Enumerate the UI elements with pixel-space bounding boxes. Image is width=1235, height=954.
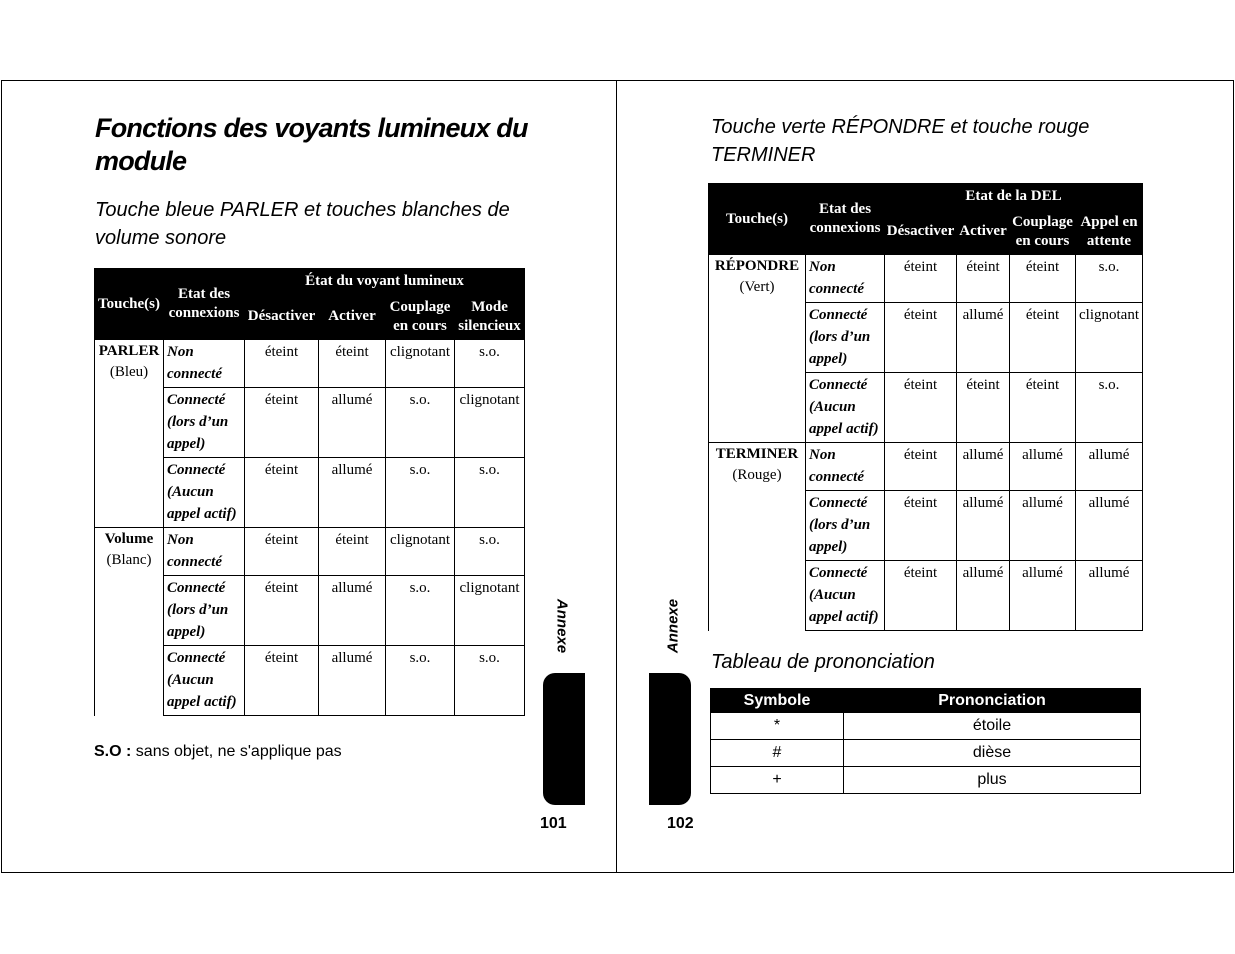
state-cell: Connecté (Aucun appel actif): [806, 561, 885, 631]
status-cell: allumé: [1076, 561, 1143, 631]
side-label: Annexe: [553, 598, 571, 654]
status-cell: éteint: [319, 528, 386, 576]
status-cell: allumé: [1010, 443, 1076, 491]
col-header: Couplage en cours: [1010, 209, 1076, 255]
status-cell: allumé: [319, 458, 386, 528]
table-row: [711, 767, 1141, 794]
footnote-label: S.O :: [94, 743, 132, 760]
status-cell: éteint: [1010, 303, 1076, 373]
state-cell: Connecté (Aucun appel actif): [164, 646, 245, 716]
status-cell: s.o.: [1076, 255, 1143, 303]
status-cell: éteint: [245, 528, 319, 576]
key-cell: [95, 528, 164, 716]
key-name: RÉPONDRE: [714, 258, 800, 274]
status-cell: s.o.: [455, 340, 525, 388]
col-header: Appel en attente: [1076, 209, 1143, 255]
pronunciation-cell: étoile: [844, 713, 1141, 740]
status-cell: clignotant: [455, 388, 525, 458]
status-cell: éteint: [245, 646, 319, 716]
status-cell: s.o.: [455, 646, 525, 716]
col-header: Couplage en cours: [386, 294, 455, 340]
status-cell: s.o.: [455, 458, 525, 528]
status-cell: s.o.: [1076, 373, 1143, 443]
status-cell: éteint: [1010, 373, 1076, 443]
key-color: (Vert): [739, 279, 775, 295]
key-cell: [709, 255, 806, 443]
status-cell: allumé: [1010, 561, 1076, 631]
led-table-repondre-terminer: [708, 183, 1143, 631]
table-row: [709, 255, 1143, 303]
pron-header-symbol: Symbole: [711, 689, 844, 713]
table-row: [711, 740, 1141, 767]
led-table-parler-volume: [94, 268, 525, 716]
symbol-cell: +: [711, 767, 844, 794]
state-cell: Non connecté: [806, 443, 885, 491]
status-cell: allumé: [957, 561, 1010, 631]
state-cell: Non connecté: [164, 340, 245, 388]
page-number: 102: [667, 815, 694, 832]
col-header-state: Etat des connexions: [164, 269, 245, 340]
state-cell: Connecté (lors d’un appel): [806, 303, 885, 373]
table-row: [711, 713, 1141, 740]
col-header-key: Touche(s): [95, 269, 164, 340]
status-cell: s.o.: [386, 458, 455, 528]
page-divider: [616, 80, 617, 873]
pronunciation-heading: Tableau de prononciation: [711, 651, 935, 673]
status-cell: éteint: [245, 576, 319, 646]
status-cell: clignotant: [386, 528, 455, 576]
state-cell: Non connecté: [806, 255, 885, 303]
key-name: Volume: [104, 531, 154, 547]
col-header: Activer: [319, 294, 386, 340]
status-cell: s.o.: [386, 646, 455, 716]
pron-header-pronunciation: Prononciation: [844, 689, 1141, 713]
status-cell: éteint: [885, 255, 957, 303]
status-cell: s.o.: [455, 528, 525, 576]
status-cell: s.o.: [386, 576, 455, 646]
table-row: [95, 528, 525, 576]
section-heading-parler: Touche bleue PARLER et touches blanches de volume sonore: [95, 199, 510, 249]
state-cell: Connecté (lors d’un appel): [164, 576, 245, 646]
status-cell: éteint: [245, 458, 319, 528]
page-number: 101: [540, 815, 567, 832]
key-name: TERMINER: [715, 446, 799, 462]
status-cell: éteint: [885, 561, 957, 631]
status-cell: allumé: [1010, 491, 1076, 561]
footnote-text: sans objet, ne s'applique pas: [131, 743, 342, 760]
status-cell: allumé: [1076, 443, 1143, 491]
status-cell: allumé: [319, 646, 386, 716]
footnote: [94, 743, 342, 761]
state-cell: Connecté (Aucun appel actif): [806, 373, 885, 443]
status-cell: clignotant: [386, 340, 455, 388]
table-body: [95, 340, 525, 716]
symbol-cell: *: [711, 713, 844, 740]
status-cell: éteint: [885, 443, 957, 491]
side-label: Annexe: [664, 598, 682, 654]
page-title: Fonctions des voyants lumineux du module: [95, 113, 528, 176]
col-header: Mode silencieux: [455, 294, 525, 340]
state-cell: Connecté (lors d’un appel): [164, 388, 245, 458]
status-cell: éteint: [885, 491, 957, 561]
status-cell: éteint: [957, 255, 1010, 303]
status-cell: clignotant: [1076, 303, 1143, 373]
status-cell: allumé: [957, 491, 1010, 561]
key-color: (Bleu): [109, 364, 149, 380]
state-cell: Connecté (Aucun appel actif): [164, 458, 245, 528]
state-cell: Connecté (lors d’un appel): [806, 491, 885, 561]
group-header: Etat de la DEL: [885, 184, 1143, 209]
table-row: [709, 443, 1143, 491]
status-cell: éteint: [1010, 255, 1076, 303]
col-header: Désactiver: [885, 209, 957, 255]
section-heading-repondre: Touche verte RÉPONDRE et touche rouge TERMINER: [711, 116, 1090, 166]
status-cell: éteint: [957, 373, 1010, 443]
status-cell: éteint: [885, 373, 957, 443]
key-color: (Blanc): [106, 552, 152, 568]
col-header-state: Etat des connexions: [806, 184, 885, 255]
col-header-key: Touche(s): [709, 184, 806, 255]
status-cell: éteint: [245, 340, 319, 388]
key-cell: [709, 443, 806, 631]
thumb-tab: [649, 673, 691, 805]
status-cell: clignotant: [455, 576, 525, 646]
group-header: État du voyant lumineux: [245, 269, 525, 294]
key-color: (Rouge): [732, 467, 782, 483]
status-cell: allumé: [957, 443, 1010, 491]
status-cell: éteint: [885, 303, 957, 373]
status-cell: s.o.: [386, 388, 455, 458]
thumb-tab: [543, 673, 585, 805]
pronunciation-cell: dièse: [844, 740, 1141, 767]
col-header: Désactiver: [245, 294, 319, 340]
status-cell: allumé: [957, 303, 1010, 373]
key-cell: [95, 340, 164, 528]
symbol-cell: #: [711, 740, 844, 767]
status-cell: éteint: [245, 388, 319, 458]
status-cell: allumé: [319, 576, 386, 646]
status-cell: éteint: [319, 340, 386, 388]
status-cell: allumé: [1076, 491, 1143, 561]
key-name: PARLER: [98, 343, 160, 359]
status-cell: allumé: [319, 388, 386, 458]
col-header: Activer: [957, 209, 1010, 255]
table-body: [709, 255, 1143, 631]
pronunciation-cell: plus: [844, 767, 1141, 794]
table-row: [95, 340, 525, 388]
state-cell: Non connecté: [164, 528, 245, 576]
pronunciation-table: [710, 688, 1141, 794]
